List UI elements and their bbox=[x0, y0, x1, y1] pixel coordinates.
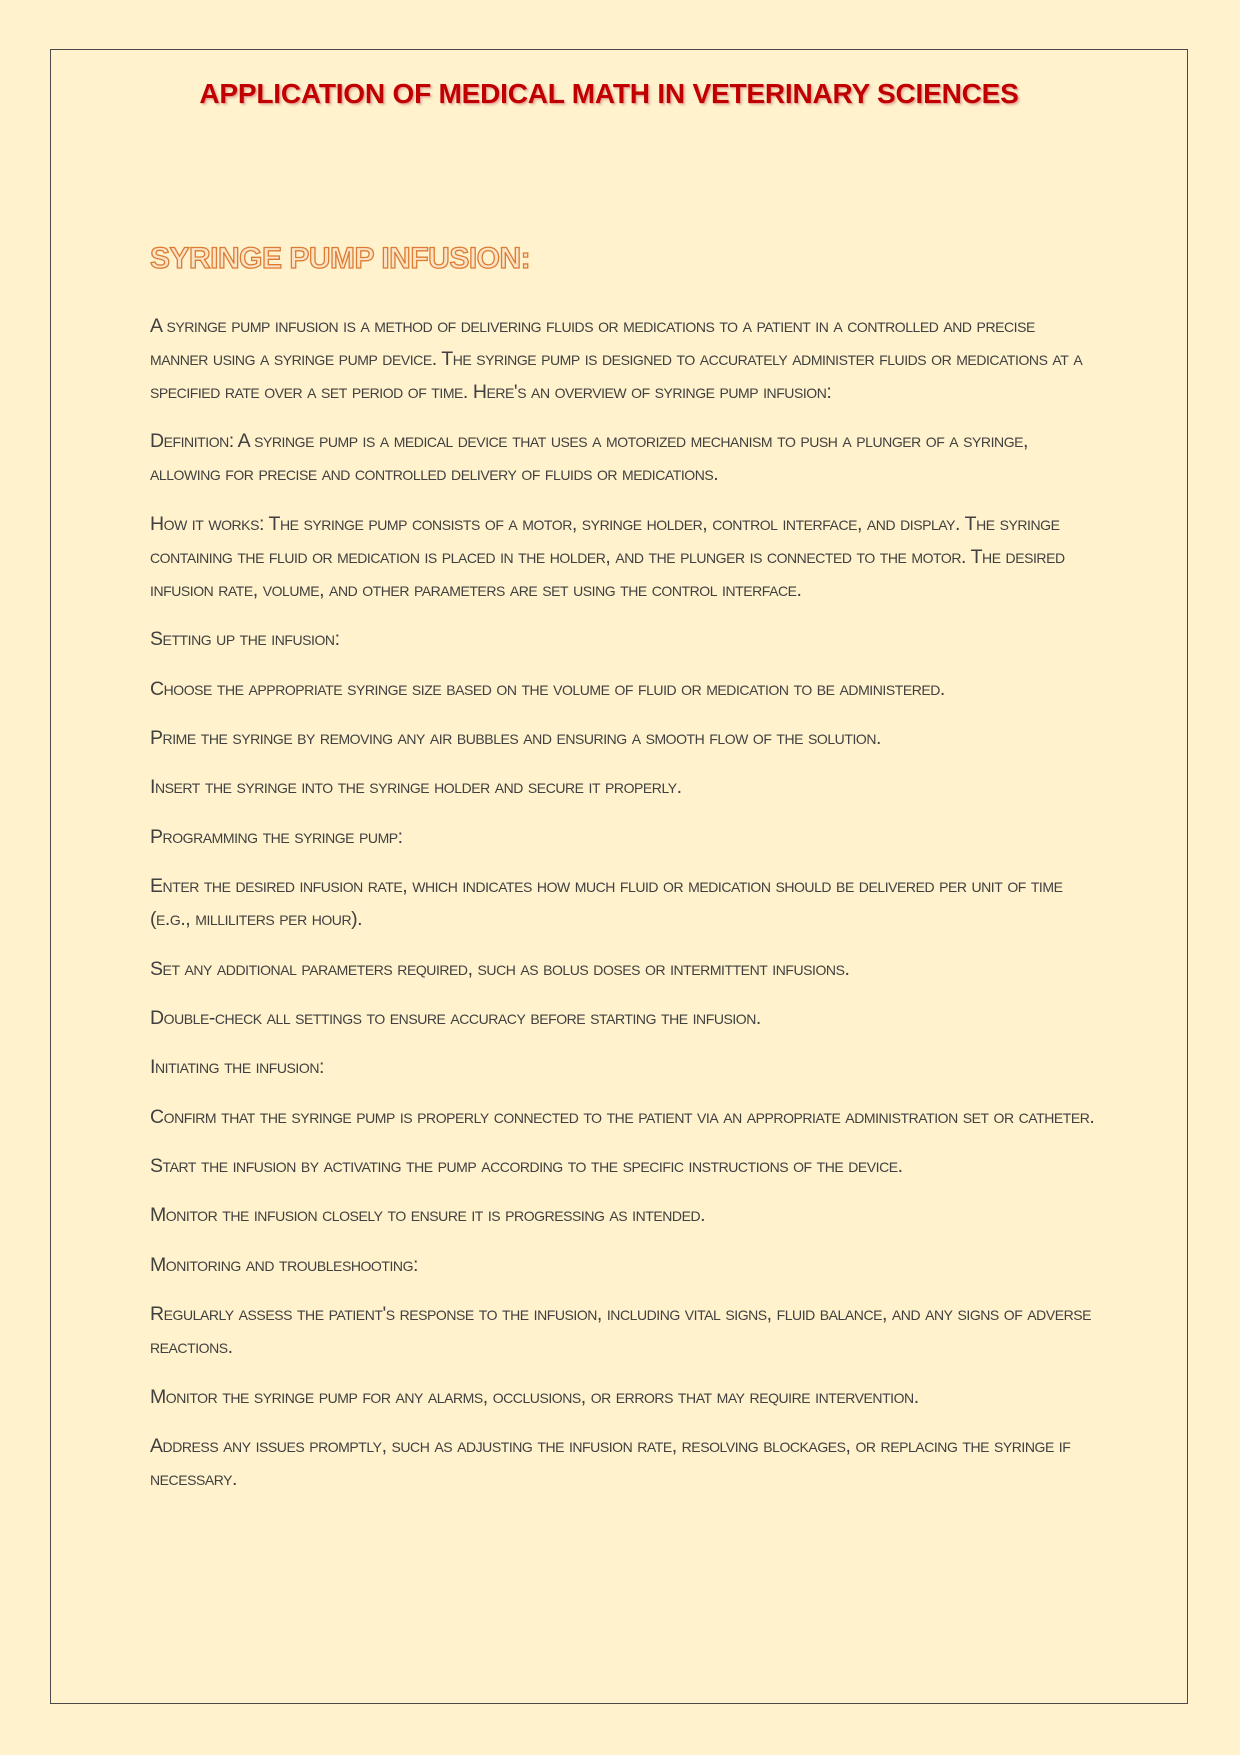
paragraph-step: Monitor the syringe pump for any alarms, occlusions, or errors that may require intervention. bbox=[150, 1385, 919, 1408]
paragraph-definition: Definition: A syringe pump is a medical device that uses a motorized mechanism to push a plunger of a syringe, allowing for precise and controlled delivery of fluids or medications. bbox=[150, 430, 1028, 486]
paragraph-step: Set any additional parameters required, such as bolus doses or intermittent infusions. bbox=[150, 957, 850, 980]
section-heading: SYRINGE PUMP INFUSION: bbox=[150, 242, 531, 275]
paragraph-intro: A syringe pump infusion is a method of delivering fluids or medications to a patient in a controlled and precise manner using a syringe pump device. The syringe pump is designed to accurately administer fluids or medications at a specified rate over a set period of time. Here's an overview of syringe pump infusion: bbox=[150, 315, 1083, 403]
paragraph-step: Regularly assess the patient's response to the infusion, including vital signs, fluid balance, and any signs of adverse reactions. bbox=[150, 1303, 1092, 1359]
paragraph-step: Start the infusion by activating the pump according to the specific instructions of the device. bbox=[150, 1155, 903, 1178]
paragraph-step: Choose the appropriate syringe size based on the volume of fluid or medication to be administered. bbox=[150, 677, 945, 700]
paragraph-step: Confirm that the syringe pump is properly connected to the patient via an appropriate administration set or catheter. bbox=[150, 1105, 1095, 1128]
paragraph-step: Enter the desired infusion rate, which indicates how much fluid or medication should be delivered per unit of time (e.g., milliliters per hour). bbox=[150, 875, 1063, 931]
subheading-monitoring: Monitoring and troubleshooting: bbox=[150, 1253, 418, 1276]
document-body bbox=[150, 310, 1095, 1512]
paragraph-step: Monitor the infusion closely to ensure it is progressing as intended. bbox=[150, 1204, 706, 1227]
paragraph-how-it-works: How it works: The syringe pump consists of a motor, syringe holder, control interface, and display. The syringe containing the fluid or medication is placed in the holder, and the plunger is connected to the motor. The desired infusion rate, volume, and other parameters are set using the control interface. bbox=[150, 512, 1065, 601]
document-title: APPLICATION OF MEDICAL MATH IN VETERINARY SCIENCES bbox=[199, 78, 1019, 109]
subheading-programming: Programming the syringe pump: bbox=[150, 825, 403, 848]
subheading-initiating: Initiating the infusion: bbox=[150, 1056, 324, 1079]
paragraph-step: Address any issues promptly, such as adjusting the infusion rate, resolving blockages, or replacing the syringe if necessary. bbox=[150, 1435, 1071, 1491]
paragraph-step: Double-check all settings to ensure accuracy before starting the infusion. bbox=[150, 1006, 761, 1029]
paragraph-step: Prime the syringe by removing any air bubbles and ensuring a smooth flow of the solution. bbox=[150, 726, 881, 749]
paragraph-step: Insert the syringe into the syringe holder and secure it properly. bbox=[150, 776, 682, 799]
subheading-setting-up: Setting up the infusion: bbox=[150, 628, 340, 651]
